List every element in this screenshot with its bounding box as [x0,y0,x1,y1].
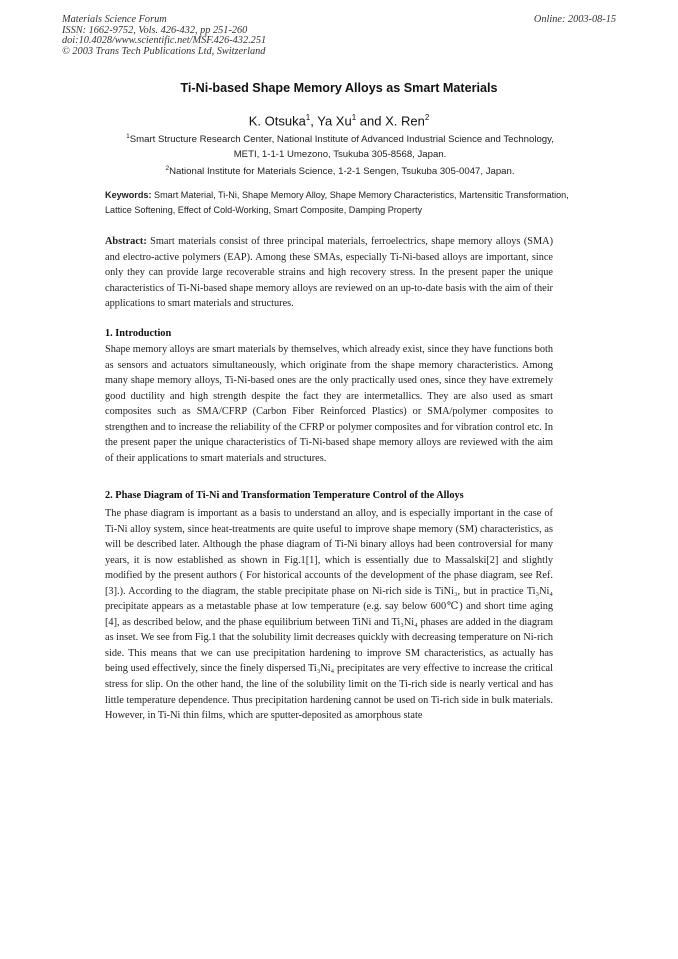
affiliation-1 [90,130,590,148]
abstract-text: Smart materials consist of three principal materials, ferroelectrics, shape memory alloys (SMA) and electro-active polymers (EAP). Among these SMAs, especially Ti-Ni-based alloys are important, since only they can provide large recoverable strains and high recovery stress. In the present paper the unique characteristics of Ti-Ni-based shape memory alloys are reviewed on an up-to-date basis with the aim of their applications to smart materials and structures. [105,236,553,310]
affiliation-text: National Institute for Materials Science, 1-2-1 Sengen, Tsukuba 305-0047, Japan. [169,166,515,178]
author-affil-mark: 1 [351,113,357,122]
section-1-heading: 1. Introduction [105,328,172,339]
affiliation-1-cont: METI, 1-1-1 Umezono, Tsukuba 305-8568, Japan. [233,148,447,160]
online-date: Online: 2003-08-15 [533,14,616,25]
author-affil-mark: 2 [424,113,430,122]
author-separator: and [356,113,386,129]
author-affil-mark: 1 [305,113,311,122]
author-list [0,113,678,128]
affiliation-mark: 2 [165,165,170,173]
issn-line: ISSN: 1662-9752, Vols. 426-432, pp 251-260 [62,24,248,36]
journal-header [62,15,266,57]
doi-link[interactable]: doi:10.4028/www.scientific.net/MSF.426-432.251 [62,35,267,47]
section-2-body: The phase diagram is important as a basis to understand an alloy, and is especially important in the case of Ti-Ni alloy system, since heat-treatments are quite useful to improve shape memory (SM) characteristics, as will be described later. Although the phase diagram of Ti-Ni binary alloys had been controversial for many years, it is now established as shown in Fig.1[1], which is essentially due to Massalski[2] and slightly modified by the present authors ( For historical accounts of the development of the phase diagram, see Ref.[3].). According to the diagram, the stable precipitate phase on Ni-rich side is TiNi₃, but in practice Ti₃Ni₄ precipitate appears as a metastable phase at low temperature (e.g. say below 600℃) and short time aging [4], as described below, and the phase equilibrium between TiNi and Ti₃Ni₄ phases are added in the diagram as inset. We see from Fig.1 that the solubility limit decreases quickly with decreasing temperature on Ni-rich side. This means that we can use precipitation hardening to improve SM characteristics, as actually has being used effectively, since the finely dispersed Ti₃Ni₄ precipitates are very effective to increase the critical stress for slip. On the other hand, the line of the solubility limit on the Ti-rich side is nearly vertical and has little temperature dependence. Thus precipitation hardening cannot be used on Ti-rich side in bulk materials. However, in Ti-Ni thin films, which are sputter-deposited as amorphous state [105,508,553,722]
author-name: Ya Xu [317,113,352,129]
author-name: K. Otsuka [248,113,306,129]
copyright-line: © 2003 Trans Tech Publications Ltd, Switzerland [62,45,266,57]
author-separator: , [310,113,318,129]
abstract-label: Abstract: [105,236,147,247]
keywords-label: Keywords: [105,190,152,200]
section-1-body: Shape memory alloys are smart materials by themselves, which already exist, since they have functions both as sensors and actuators simultaneously, which originate from the shape memory characteristics. Among many shape memory alloys, Ti-Ni-based ones are the only practically used ones, since they have extremely good ductility and high strength despite the fact they are intermetallics. They are also used as smart composites such as SMA/CFRP (Carbon Fiber Reinforced Plastics) or SMA/polymer composites to strengthen and to increase the reliability of the CFRP or polymer composites and for vibration control etc. In the present paper the unique characteristics of Ti-Ni-based shape memory alloys are reviewed with the aim of their applications to smart materials and structures. [105,344,553,464]
affiliations [90,130,590,180]
paper-title: Ti-Ni-based Shape Memory Alloys as Smart Materials [180,81,498,95]
author-name: X. Ren [385,113,425,129]
affiliation-2 [90,162,590,180]
abstract-block [105,234,553,312]
keywords-block [105,188,575,218]
journal-name: Materials Science Forum [62,14,167,25]
affiliation-mark: 1 [126,133,130,140]
keywords-text: Smart Material, Ti-Ni, Shape Memory Alloy, Shape Memory Characteristics, Martensitic Transformation, Lattice Softening, Effect of Cold-Working, Smart Composite, Damping Property [105,190,569,216]
section-2-heading: 2. Phase Diagram of Ti-Ni and Transformation Temperature Control of the Alloys [105,490,464,501]
affiliation-text: Smart Structure Research Center, National Institute of Advanced Industrial Science and Technology, [129,134,554,146]
